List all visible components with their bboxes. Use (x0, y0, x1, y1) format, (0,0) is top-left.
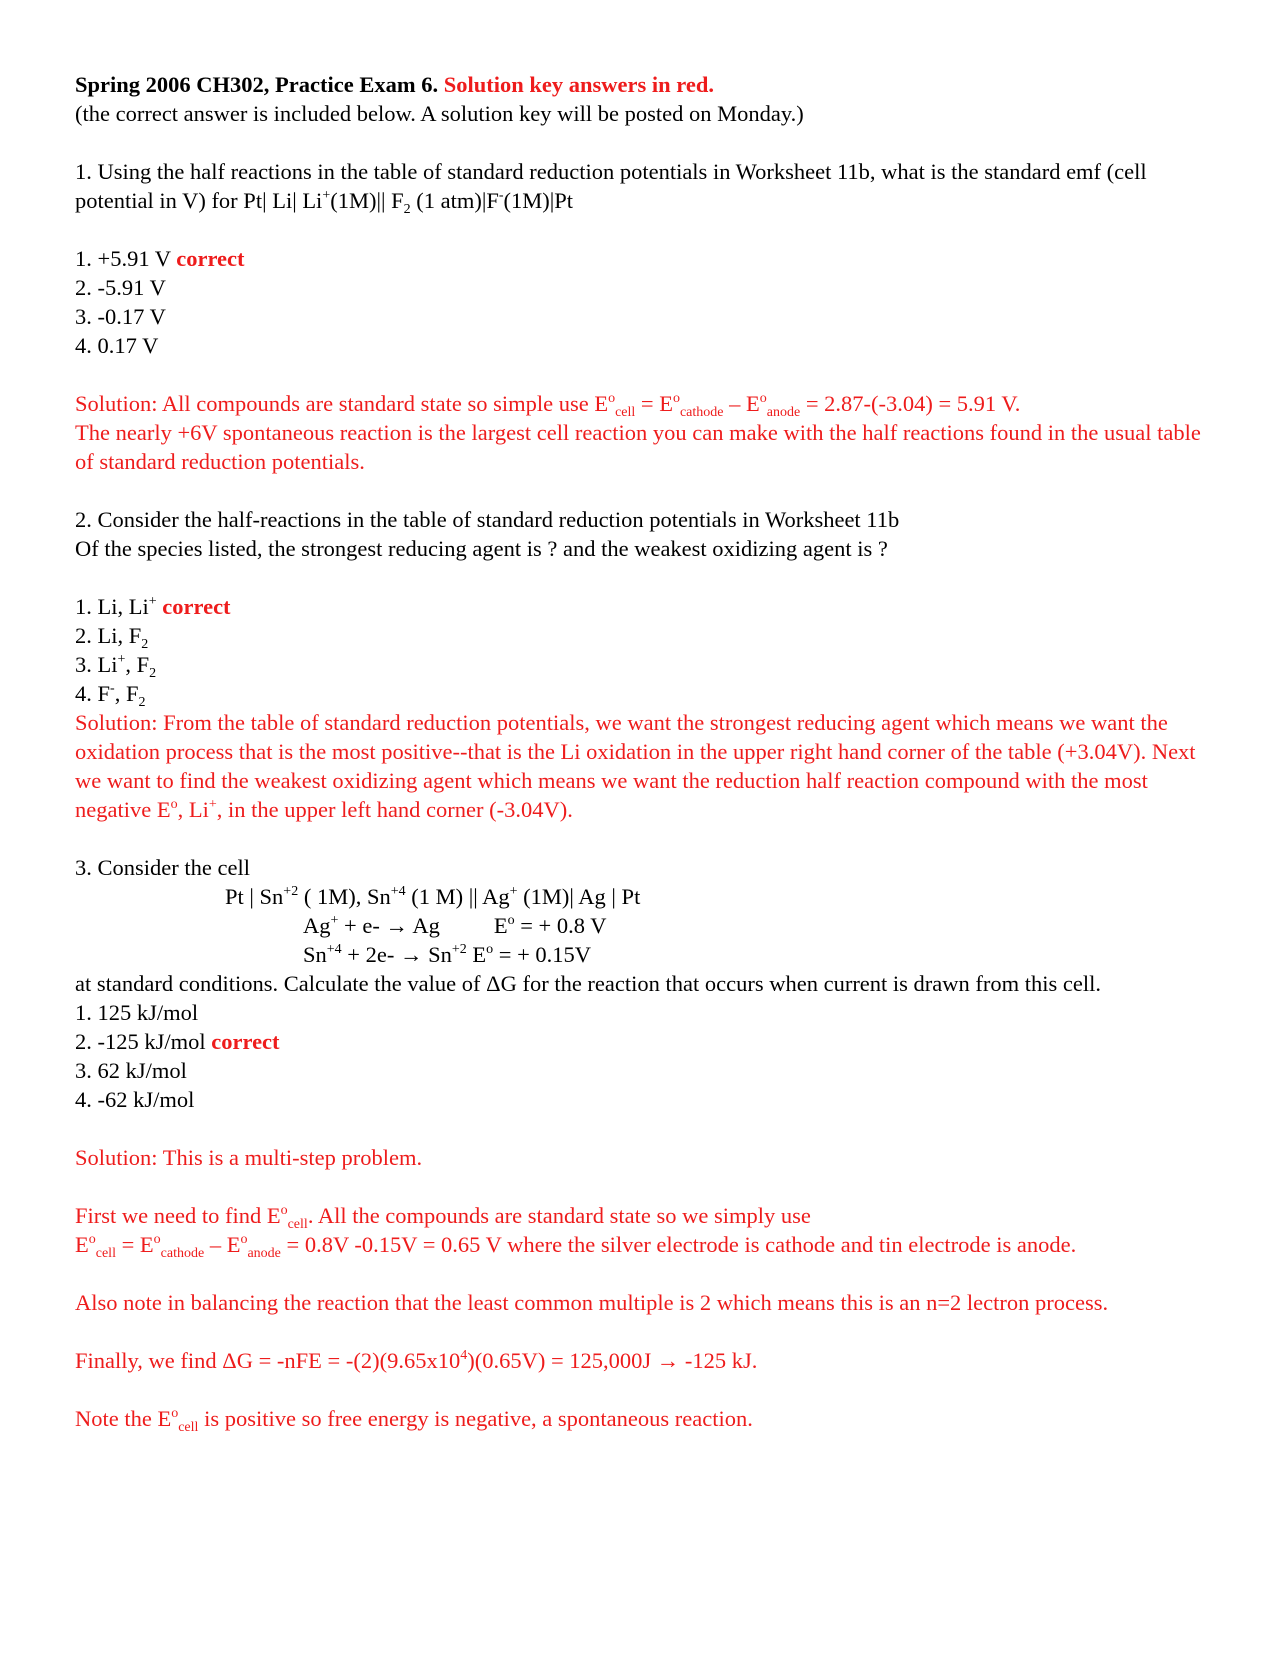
page-subtitle: (the correct answer is included below. A solution key will be posted on Monday.) (75, 101, 804, 126)
q2-option-4: 4. F-, $F_2$ (75, 681, 146, 710)
q2-option-1: 1. Li, Li+ correct (75, 594, 231, 619)
q1-option-2: 2. -5.91 V (75, 275, 166, 300)
q1-option-1: 1. +5.91 V correct (75, 246, 245, 271)
correct-marker: correct (176, 246, 245, 271)
q2-solution: Solution: From the table of standard reduction potentials, we want the strongest reducing agent which means we want the oxidation process that is the most positive--that is the Li oxidation in the upper right hand corner of the table (+3.04V). Next we want to find the weakest oxidizing agent which means we want the reduction half reaction compound with the most negative $E^o$, Li+, in the upper left hand corner (-3.04V). (75, 710, 1196, 822)
key-note: Solution key answers in red. (443, 72, 714, 97)
question-3-text: at standard conditions. Calculate the value of ΔG for the reaction that occurs when current is drawn from this cell. (75, 971, 1102, 996)
correct-marker: correct (211, 1029, 280, 1054)
q1-option-3: 3. -0.17 V (75, 304, 166, 329)
q3-solution-1: Solution: This is a multi-step problem. (75, 1145, 423, 1170)
q1-solution: Solution: All compounds are standard state so simple use $E^o_{cell} = E^o_{cathode} - E^o_{anode} = 2.87-(-3.04) = 5.91$ V. The nearly +6V spontaneous reaction is the largest cell reaction you can make with the half reactions found in the usual table of standard reduction potentials. (75, 391, 1201, 474)
q3-option-2: 2. -125 kJ/mol correct (75, 1029, 280, 1054)
q1-option-4: 4. 0.17 V (75, 333, 159, 358)
q2-option-3: 3. Li+, $F_2$ (75, 652, 157, 681)
q3-solution-2: First we need to find $E^o_{cell}$. All the compounds are standard state so we simply use $E^o_{cell} = E^o_{cathode} - E^o_{anode} = 0.8V$ -0.15V = 0.65 V where the silver electrode is cathode and tin electrode is anode. (75, 1203, 1077, 1261)
half-reaction-1: Ag+ + e- → Ag $E^o$ = + 0.8 V (303, 913, 607, 938)
q2-option-2: 2. Li, $F_2$ (75, 623, 149, 652)
document-page (75, 70, 1205, 1433)
header-line (75, 70, 1205, 99)
question-2-line-1: 2. Consider the half-reactions in the table of standard reduction potentials in Worksheet 11b (75, 507, 900, 532)
question-3: 3. Consider the cell (75, 855, 250, 880)
q3-solution-4: Finally, we find $\Delta G = -nFE = -(2)(9.65x10^4)(0.65V) = 125,000J \to -125$ kJ. (75, 1348, 758, 1373)
q3-option-1: 1. 125 kJ/mol (75, 1000, 199, 1025)
question-2-line-2: Of the species listed, the strongest reducing agent is ? and the weakest oxidizing agent is ? (75, 536, 888, 561)
cell-notation: Pt | $Sn^{+2}$ ( 1M), $Sn^{+4}$ (1 M) || Ag+ (1M)| Ag | Pt (225, 884, 641, 909)
half-reaction-2: $Sn^{+4} + 2e- \to Sn^{+2}$ $E^o$ = + 0.15V (303, 942, 592, 967)
q3-solution-3: Also note in balancing the reaction that the least common multiple is 2 which means this is an n=2 lectron process. (75, 1290, 1109, 1315)
q3-solution-5: Note the $E^o_{cell}$ is positive so free energy is negative, a spontaneous reaction. (75, 1406, 753, 1435)
question-1: 1. Using the half reactions in the table of standard reduction potentials in Worksheet 11b, what is the standard emf (cell potential in V) for Pt| Li| Li+(1M)|| $F_2$ (1 atm)|F-(1M)|Pt (75, 159, 1147, 217)
q3-option-3: 3. 62 kJ/mol (75, 1058, 187, 1083)
page-title: Spring 2006 CH302, Practice Exam 6. (75, 72, 439, 97)
q3-option-4: 4. -62 kJ/mol (75, 1087, 195, 1112)
correct-marker: correct (162, 594, 231, 619)
